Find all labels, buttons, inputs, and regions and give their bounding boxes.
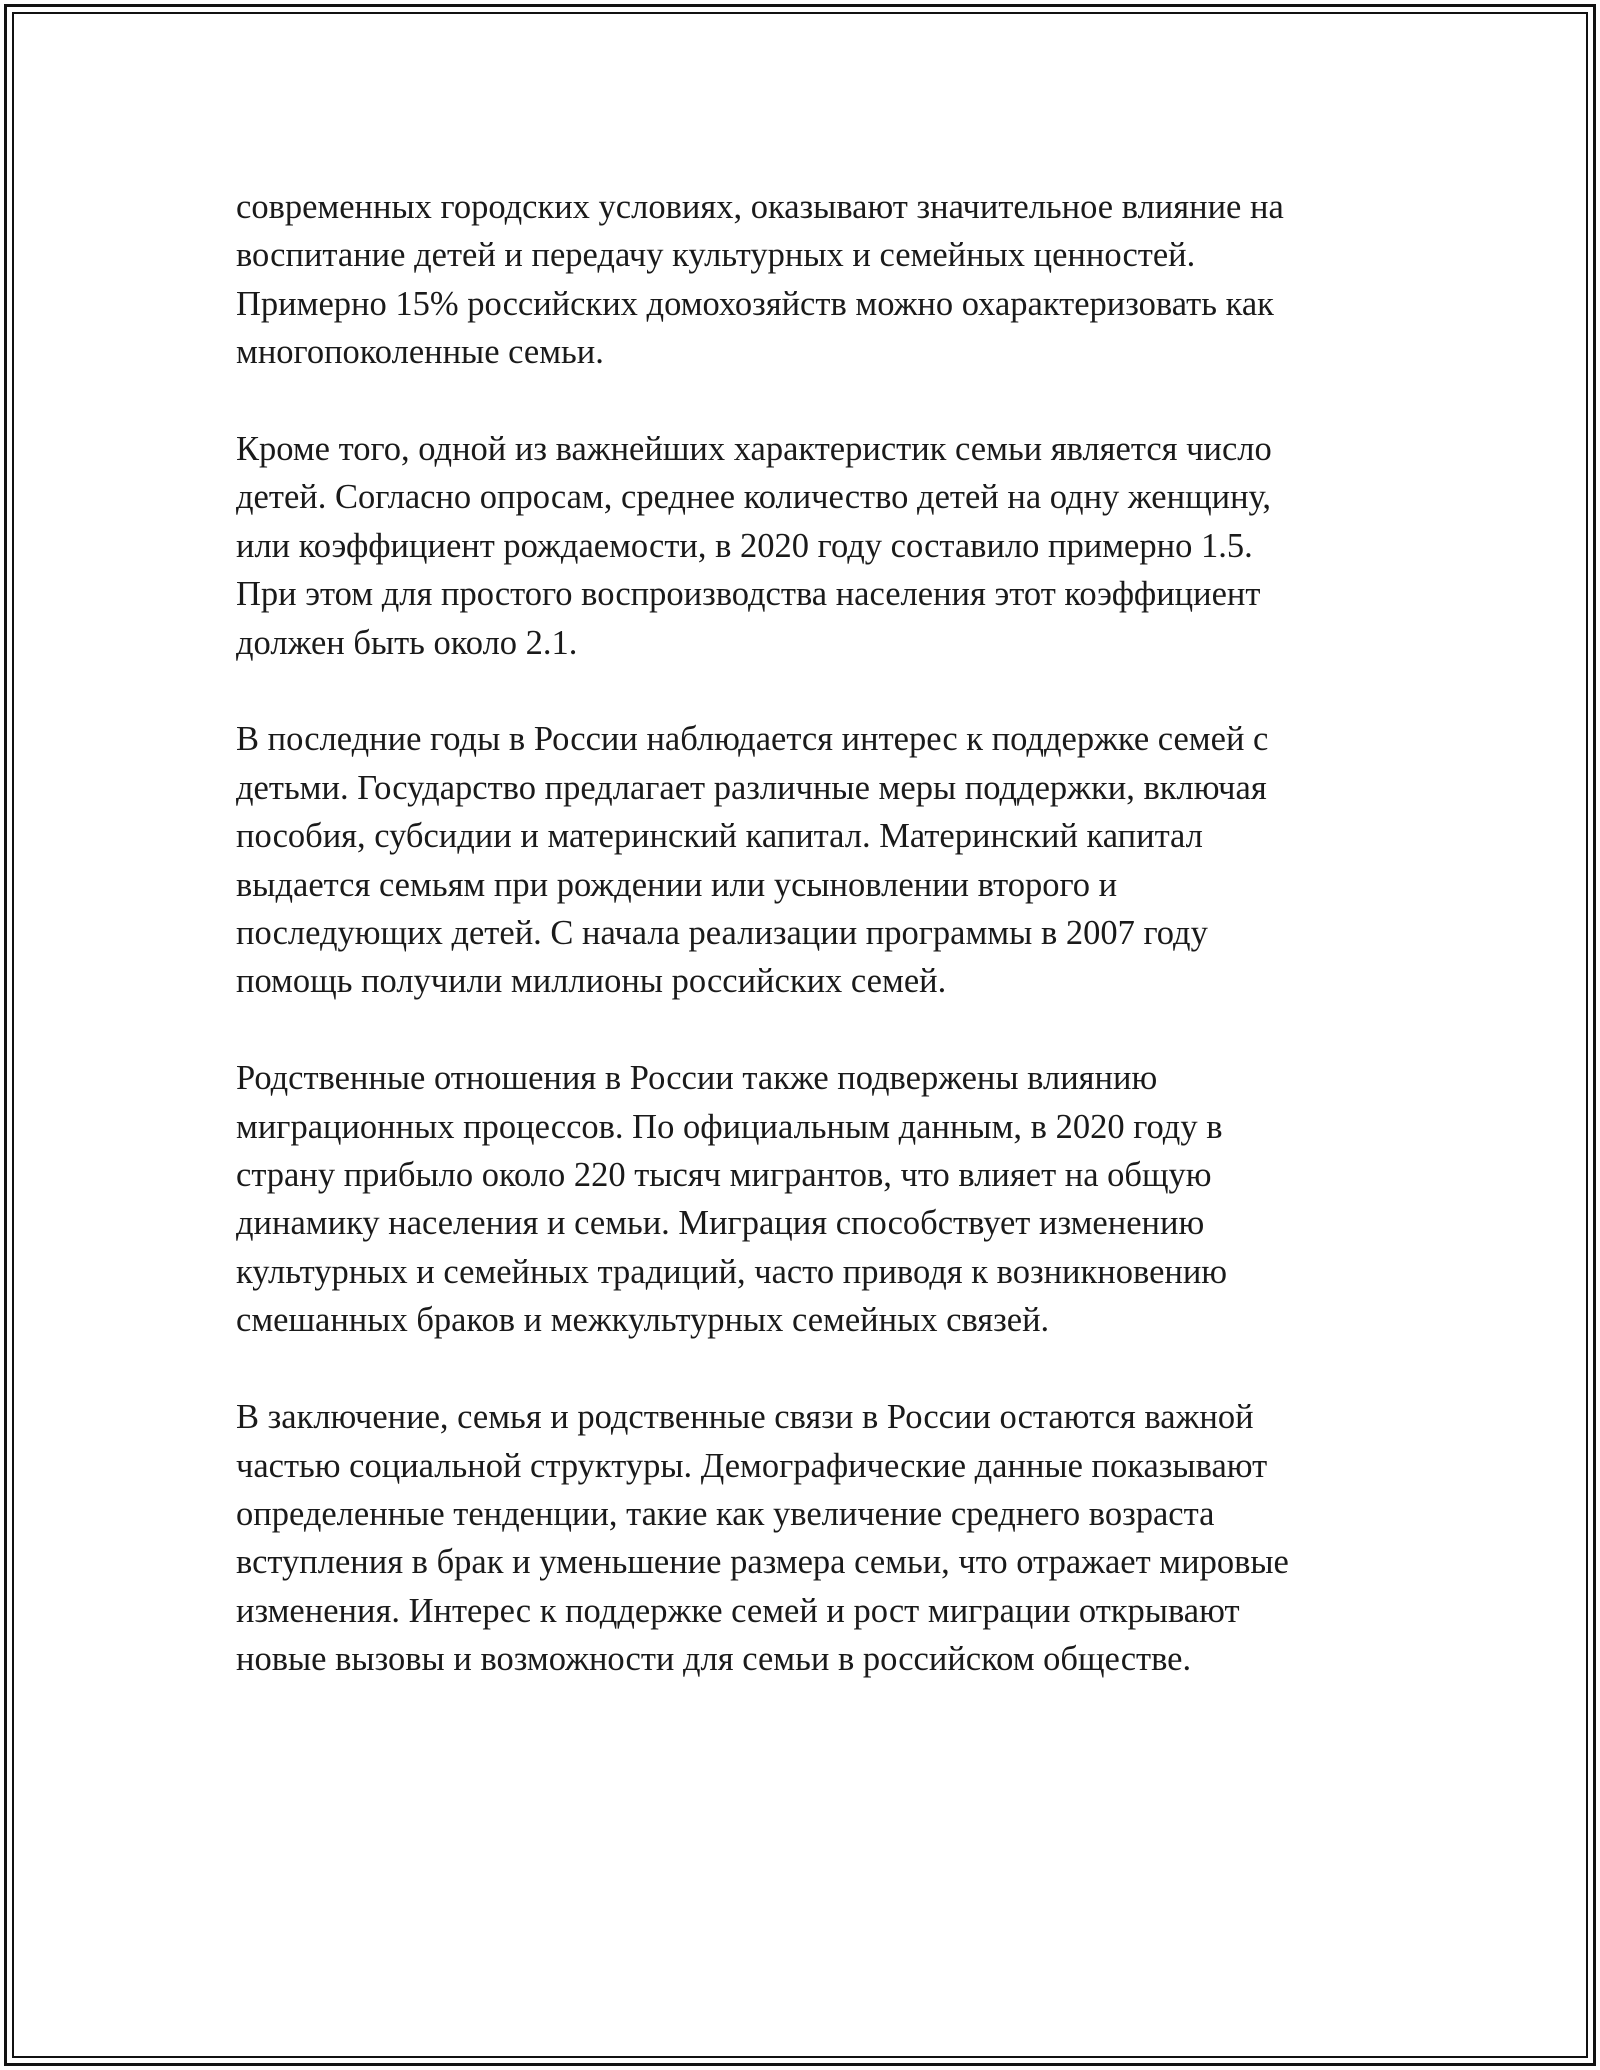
text-line: культурных и семейных традиций, часто приводя к возникновению (236, 1252, 1228, 1291)
text-line: Родственные отношения в России также подвержены влиянию (236, 1059, 1158, 1098)
paragraph-multigenerational-families (236, 183, 1396, 377)
text-line: воспитание детей и передачу культурных и семейных ценностей. (236, 236, 1196, 275)
text-line: миграционных процессов. По официальным данным, в 2020 году в (236, 1107, 1223, 1146)
text-line: Кроме того, одной из важнейших характеристик семьи является число (236, 430, 1272, 469)
document-body (236, 183, 1396, 1732)
text-line: помощь получили миллионы российских семей. (236, 962, 947, 1001)
text-line: должен быть около 2.1. (236, 623, 578, 662)
text-line: смешанных браков и межкультурных семейных связей. (236, 1301, 1050, 1340)
text-line: Примерно 15% российских домохозяйств можно охарактеризовать как (236, 284, 1274, 323)
text-line: изменения. Интерес к поддержке семей и рост миграции открывают (236, 1591, 1240, 1630)
text-line: страну прибыло около 220 тысяч мигрантов, что влияет на общую (236, 1156, 1212, 1195)
text-line: вступления в брак и уменьшение размера семьи, что отражает мировые (236, 1543, 1289, 1582)
text-line: пособия, субсидии и материнский капитал. Материнский капитал (236, 817, 1203, 856)
paragraph-migration (236, 1054, 1396, 1344)
text-line: детей. Согласно опросам, среднее количество детей на одну женщину, (236, 478, 1271, 517)
text-line: частью социальной структуры. Демографические данные показывают (236, 1446, 1268, 1485)
text-line: определенные тенденции, такие как увеличение среднего возраста (236, 1494, 1215, 1533)
text-line: детьми. Государство предлагает различные меры поддержки, включая (236, 768, 1267, 807)
paragraph-family-support (236, 715, 1396, 1005)
text-line: многопоколенные семьи. (236, 333, 604, 372)
text-line: В последние годы в России наблюдается интерес к поддержке семей с (236, 720, 1269, 759)
text-line: новые вызовы и возможности для семьи в российском обществе. (236, 1640, 1192, 1679)
text-line: При этом для простого воспроизводства населения этот коэффициент (236, 575, 1261, 614)
text-line: современных городских условиях, оказывают значительное влияние на (236, 188, 1284, 226)
text-line: В заключение, семья и родственные связи в России остаются важной (236, 1398, 1254, 1437)
paragraph-fertility-rate (236, 425, 1396, 667)
text-line: или коэффициент рождаемости, в 2020 году составило примерно 1.5. (236, 526, 1253, 565)
text-line: последующих детей. С начала реализации программы в 2007 году (236, 914, 1208, 953)
text-line: динамику населения и семьи. Миграция способствует изменению (236, 1204, 1205, 1243)
paragraph-conclusion (236, 1393, 1396, 1683)
text-line: выдается семьям при рождении или усыновлении второго и (236, 865, 1118, 904)
